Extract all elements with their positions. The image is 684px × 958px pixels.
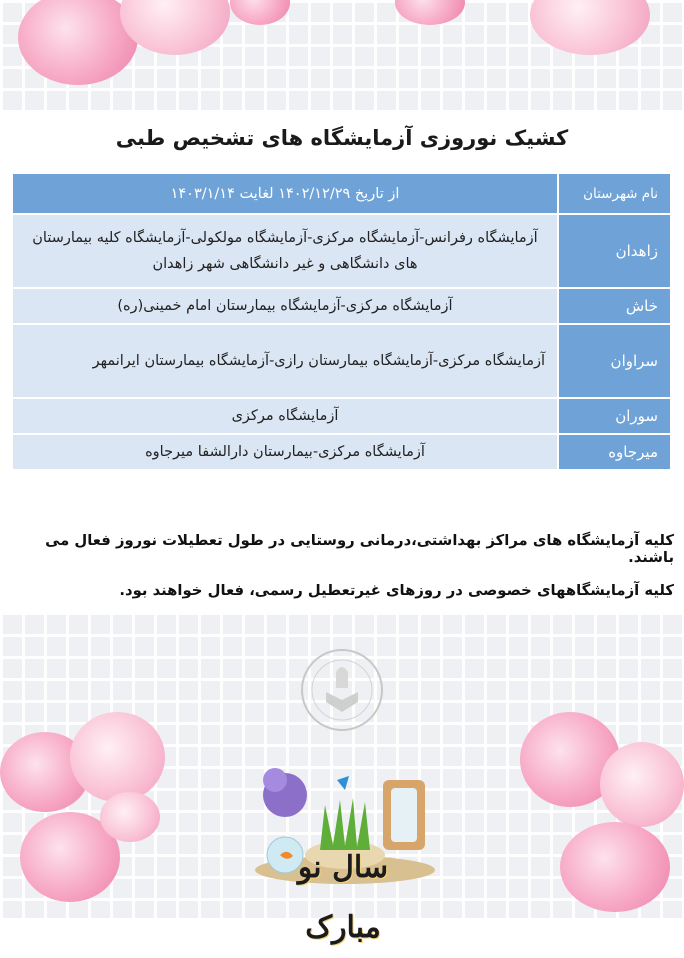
- city-cell: خاش: [557, 289, 670, 325]
- labs-cell: آزمایشگاه مرکزی-آزمایشگاه بیمارستان امام خمینی(ره): [13, 289, 557, 325]
- header-dates: از تاریخ ۱۴۰۲/۱۲/۲۹ لغایت ۱۴۰۳/۱/۱۴: [13, 174, 557, 215]
- header-city: نام شهرستان: [557, 174, 670, 215]
- note-private-labs: کلیه آزمایشگاههای خصوصی در روزهای غیرتعطیل رسمی، فعال خواهند بود.: [119, 582, 674, 599]
- page-title: کشیک نوروزی آزمایشگاه های تشخیص طبی: [115, 126, 569, 150]
- top-decor-band: [0, 0, 684, 112]
- flower-decor: [560, 822, 670, 912]
- city-cell: سوران: [557, 399, 670, 435]
- labs-cell: آزمایشگاه مرکزی-آزمایشگاه بیمارستان رازی-آزمایشگاه بیمارستان ایرانمهر: [13, 325, 557, 399]
- university-emblem: [296, 642, 388, 742]
- city-cell: زاهدان: [557, 215, 670, 289]
- table-row: [13, 289, 670, 325]
- table-row: [13, 435, 670, 471]
- labs-cell: آزمایشگاه مرکزی-بیمارستان دارالشفا میرجاوه: [13, 435, 557, 471]
- flower-decor: [70, 712, 165, 802]
- flower-decor: [530, 0, 650, 55]
- lab-schedule-table: [13, 174, 670, 471]
- table-row: [13, 215, 670, 289]
- table-row: [13, 325, 670, 399]
- labs-cell: آزمایشگاه رفرانس-آزمایشگاه مرکزی-آزمایشگاه مولکولی-آزمایشگاه کلیه بیمارستان های دانشگاهی و غیر دانشگاهی شهر زاهدان: [13, 215, 557, 289]
- table-header-row: [13, 174, 670, 215]
- table-row: [13, 399, 670, 435]
- flower-decor: [230, 0, 290, 25]
- note-rural-labs: کلیه آزمایشگاه های مراکز بهداشتی،درمانی روستایی در طول تعطیلات نوروز فعال می باشند.: [45, 532, 674, 566]
- labs-cell: آزمایشگاه مرکزی: [13, 399, 557, 435]
- flower-decor: [600, 742, 684, 827]
- flower-decor: [395, 0, 465, 25]
- flower-decor: [100, 792, 160, 842]
- nowruz-greeting: سال نو مبارک: [297, 850, 389, 945]
- city-cell: میرجاوه: [557, 435, 670, 471]
- city-cell: سراوان: [557, 325, 670, 399]
